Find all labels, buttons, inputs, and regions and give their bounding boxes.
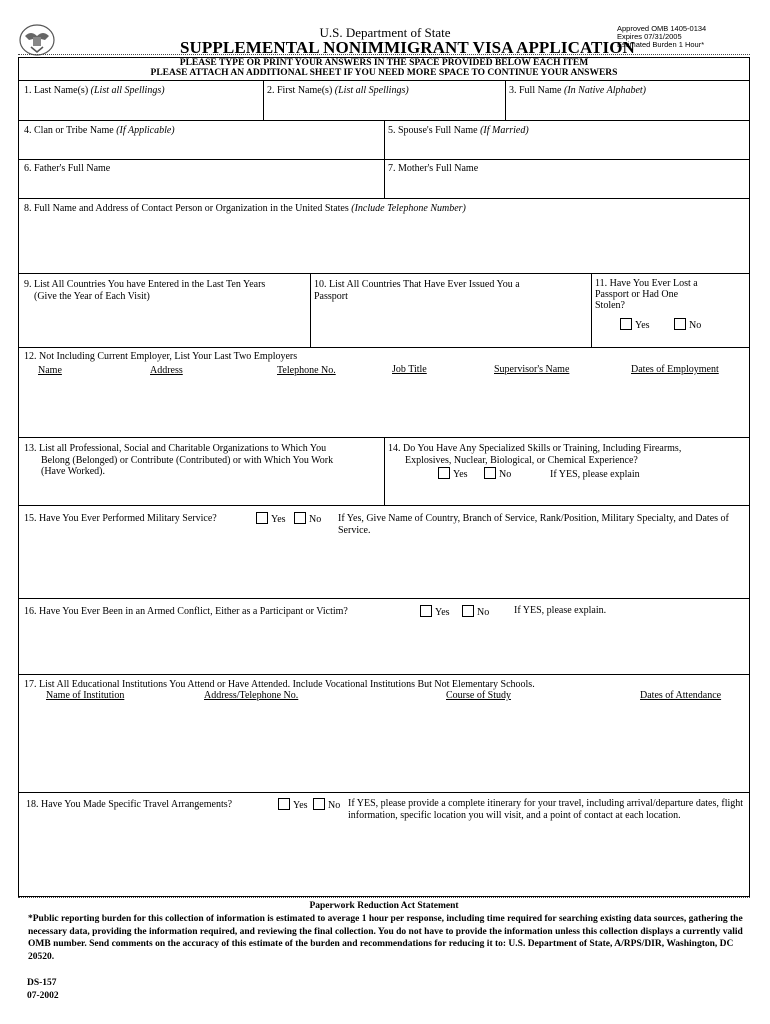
field-11-label: 11. Have You Ever Lost a (595, 278, 698, 289)
col-line (384, 437, 385, 505)
field-11-no-label: No (689, 320, 702, 331)
field-13-organizations[interactable] (24, 443, 333, 478)
field-11-no[interactable] (674, 318, 701, 332)
field-18-detail-2: information, specific location you will visit, and a point of contact at each location. (348, 809, 681, 821)
field-14-explain-label: If YES, please explain (550, 469, 640, 480)
instruction-line-2: PLEASE ATTACH AN ADDITIONAL SHEET IF YOU NEED MORE SPACE TO CONTINUE YOUR ANSWERS (150, 68, 618, 78)
field-12-employers[interactable] (24, 351, 297, 363)
field-15-no[interactable] (294, 512, 321, 526)
field-10-label: 10. List All Countries That Have Ever Issued You a (314, 279, 520, 290)
form-date: 07-2002 (27, 991, 59, 1001)
field-14-yes[interactable] (438, 467, 468, 481)
row-line (18, 674, 750, 675)
field-5-spouse-name[interactable] (388, 125, 529, 137)
field-2-hint: (List all Spellings) (334, 85, 409, 96)
row-line (18, 505, 750, 506)
field-13-label: 13. List all Professional, Social and Charitable Organizations to Which You (24, 443, 327, 454)
field-15-detail-1: If Yes, Give Name of Country, Branch of Service, Rank/Position, Military Specialty, and Dates of (338, 513, 729, 524)
col-line (384, 120, 385, 198)
row-line (18, 598, 750, 599)
field-17-col-dates: Dates of Attendance (640, 690, 722, 701)
field-15-no-checkbox[interactable] (294, 512, 306, 524)
field-1-hint: (List all Spellings) (90, 85, 165, 96)
form-number (27, 977, 59, 1003)
omb-number: Approved OMB 1405-0134 (617, 24, 707, 33)
field-15-detail-2: Service. (338, 524, 371, 536)
field-4-hint: (If Applicable) (116, 125, 175, 136)
field-18-no-label: No (328, 800, 341, 811)
field-10-label-2: Passport (314, 290, 348, 302)
field-17-education[interactable] (24, 679, 535, 691)
field-14-specialized-skills (388, 443, 681, 466)
omb-burden: Estimated Burden 1 Hour* (617, 40, 705, 49)
field-12-col-dates: Dates of Employment (631, 364, 719, 375)
instruction-line-1: PLEASE TYPE OR PRINT YOUR ANSWERS IN THE SPACE PROVIDED BELOW EACH ITEM (179, 58, 589, 68)
field-5-label: 5. Spouse's Full Name (388, 125, 478, 136)
row-line (18, 792, 750, 793)
field-15-yes-label: Yes (271, 514, 286, 525)
field-11-label-2: Passport or Had One (595, 289, 679, 300)
field-11-no-checkbox[interactable] (674, 318, 686, 330)
field-11-yes-checkbox[interactable] (620, 318, 632, 330)
col-line (263, 80, 264, 120)
field-3-hint: (In Native Alphabet) (564, 85, 647, 96)
col-line (310, 273, 311, 347)
field-1-label: 1. Last Name(s) (24, 85, 89, 96)
field-16-armed-conflict: 16. Have You Ever Been in an Armed Conflict, Either as a Participant or Victim? (24, 606, 348, 617)
field-18-yes-label: Yes (293, 800, 308, 811)
field-17-col-institution: Name of Institution (46, 690, 125, 701)
field-10-passport-countries[interactable] (314, 279, 520, 302)
form-id: DS-157 (27, 978, 57, 988)
field-9-countries-entered[interactable] (24, 279, 265, 302)
col-line (591, 273, 592, 347)
field-8-contact-person[interactable] (24, 203, 466, 215)
field-9-hint: (Give the Year of Each Visit) (34, 290, 150, 302)
paperwork-heading: Paperwork Reduction Act Statement (309, 901, 459, 911)
field-11-yes[interactable] (620, 318, 650, 332)
field-6-label: 6. Father's Full Name (24, 163, 111, 174)
field-16-explain-label: If YES, please explain. (514, 605, 607, 616)
field-3-label: 3. Full Name (509, 85, 562, 96)
field-17-col-address: Address/Telephone No. (204, 690, 299, 701)
field-15-yes[interactable] (256, 512, 286, 526)
field-12-col-name: Name (38, 365, 62, 376)
field-7-label: 7. Mother's Full Name (388, 163, 479, 174)
field-6-father-name[interactable] (24, 163, 110, 175)
field-12-col-address: Address (150, 365, 183, 376)
field-12-col-supervisor: Supervisor's Name (494, 364, 570, 375)
field-14-yes-label: Yes (453, 469, 468, 480)
field-4-clan-name[interactable] (24, 125, 175, 137)
field-8-label: 8. Full Name and Address of Contact Person or Organization in the United States (24, 203, 349, 214)
field-18-no[interactable] (313, 798, 340, 812)
field-4-label: 4. Clan or Tribe Name (24, 125, 114, 136)
field-14-yes-checkbox[interactable] (438, 467, 450, 479)
field-13-label-3: (Have Worked). (41, 466, 105, 477)
field-18-travel-arrangements: 18. Have You Made Specific Travel Arrangements? (26, 799, 233, 810)
field-2-label: 2. First Name(s) (267, 85, 333, 96)
field-9-label: 9. List All Countries You have Entered in the Last Ten Years (24, 279, 266, 290)
field-15-military-service: 15. Have You Ever Performed Military Service? (24, 513, 217, 524)
field-11-label-3: Stolen? (595, 300, 625, 311)
field-16-no-checkbox[interactable] (462, 605, 474, 617)
field-13-label-2: Belong (Belonged) or Contribute (Contributed) or with Which You Work (41, 454, 334, 466)
field-15-yes-checkbox[interactable] (256, 512, 268, 524)
paperwork-divider (18, 897, 750, 898)
field-17-label: 17. List All Educational Institutions You Attend or Have Attended. Include Vocational Institutions But Not Elementary Schools. (24, 679, 535, 690)
field-12-label: 12. Not Including Current Employer, List Your Last Two Employers (24, 351, 298, 362)
omb-info (617, 25, 706, 49)
field-8-hint: (Include Telephone Number) (351, 203, 466, 214)
field-2-first-name[interactable] (267, 85, 409, 97)
field-16-no[interactable] (462, 605, 489, 619)
field-18-no-checkbox[interactable] (313, 798, 325, 810)
field-14-label-2: Explosives, Nuclear, Biological, or Chemical Experience? (405, 454, 638, 466)
field-1-last-name[interactable] (24, 85, 165, 97)
field-16-yes-label: Yes (435, 607, 450, 618)
field-11-lost-passport (595, 278, 698, 311)
field-14-label: 14. Do You Have Any Specialized Skills or Training, Including Firearms, (388, 443, 682, 454)
field-18-yes-checkbox[interactable] (278, 798, 290, 810)
field-17-col-course: Course of Study (446, 690, 511, 701)
paperwork-body: *Public reporting burden for this collection of information is estimated to average 1 hour per response, including time required for searching existing data sources, gathering the necessary data, providing the information required, and reviewing the final collection. You do not have to provide the information unless this collection displays a currently valid OMB number. Send comments on the accuracy of this estimate of the burden and recommendations for reducing it to: U.S. Department of State, A/RPS/DIR, Washington, DC 20520. (28, 914, 743, 962)
field-16-yes[interactable] (420, 605, 450, 619)
field-14-no[interactable] (484, 467, 511, 481)
field-18-detail-1: If YES, please provide a complete itinerary for your travel, including arrival/departure dates, flight (348, 798, 744, 809)
field-12-col-job-title: Job Title (392, 364, 427, 375)
field-15-no-label: No (309, 514, 322, 525)
field-14-no-checkbox[interactable] (484, 467, 496, 479)
field-12-col-telephone: Telephone No. (277, 365, 336, 376)
header-divider (18, 54, 750, 55)
row-line (18, 273, 750, 274)
field-18-detail (348, 798, 743, 821)
field-18-yes[interactable] (278, 798, 308, 812)
field-16-yes-checkbox[interactable] (420, 605, 432, 617)
row-line (18, 198, 750, 199)
field-11-yes-label: Yes (635, 320, 650, 331)
field-16-no-label: No (477, 607, 490, 618)
field-14-no-label: No (499, 469, 512, 480)
field-5-hint: (If Married) (480, 125, 529, 136)
row-line (18, 80, 750, 81)
field-15-detail (338, 513, 729, 536)
col-line (505, 80, 506, 120)
field-3-native-name[interactable] (509, 85, 646, 97)
field-7-mother-name[interactable] (388, 163, 478, 175)
omb-expires: Expires 07/31/2005 (617, 32, 682, 41)
department-name: U.S. Department of State (319, 25, 451, 40)
row-line (18, 347, 750, 348)
form-title: SUPPLEMENTAL NONIMMIGRANT VISA APPLICATION (180, 38, 635, 57)
